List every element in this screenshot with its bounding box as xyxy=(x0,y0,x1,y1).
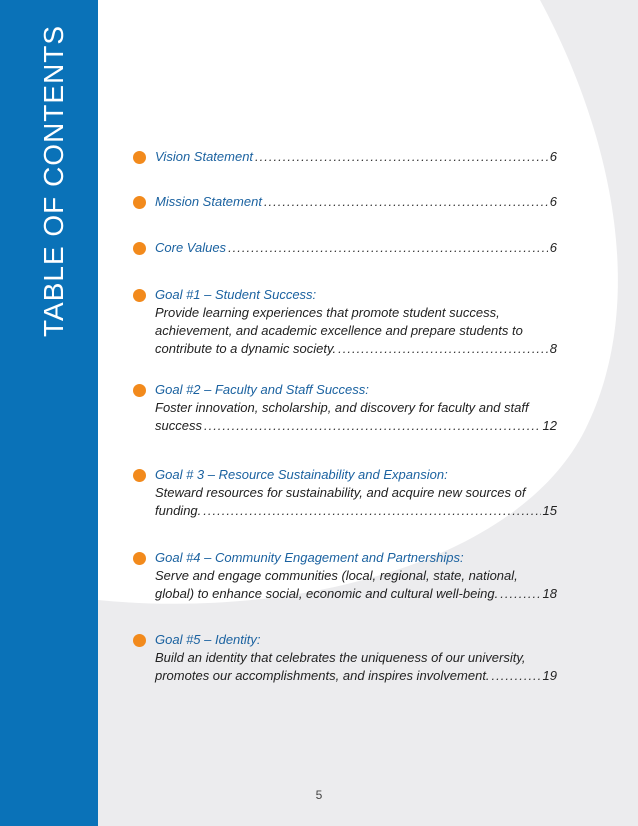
toc-description: promotes our accomplishments, and inspires involvement. xyxy=(155,668,490,683)
page-number: 18 xyxy=(542,586,557,601)
page-number: 6 xyxy=(549,240,557,255)
bullet-icon xyxy=(133,242,146,255)
page-number: 6 xyxy=(549,149,557,164)
bullet-icon xyxy=(133,552,146,565)
dot-leader xyxy=(203,502,540,520)
page-number: 6 xyxy=(549,194,557,209)
toc-heading: Goal #4 – Community Engagement and Partnerships: xyxy=(155,550,464,565)
toc-heading: Goal #2 – Faculty and Staff Success: xyxy=(155,382,369,397)
bullet-icon xyxy=(133,384,146,397)
toc-heading: Mission Statement xyxy=(155,194,262,209)
toc-heading: Goal #1 – Student Success: xyxy=(155,287,317,302)
toc-description: Build an identity that celebrates the uniqueness of our university, xyxy=(155,650,526,665)
toc-description: Foster innovation, scholarship, and discovery for faculty and staff xyxy=(155,400,529,415)
dot-leader xyxy=(492,667,541,685)
toc-description: Serve and engage communities (local, regional, state, national, xyxy=(155,568,518,583)
toc-description: achievement, and academic excellence and prepare students to xyxy=(155,323,523,338)
toc-description: Steward resources for sustainability, and acquire new sources of xyxy=(155,485,526,500)
footer-page-number: 5 xyxy=(315,788,323,802)
toc-description: global) to enhance social, economic and cultural well-being. xyxy=(155,586,499,601)
page-number: 19 xyxy=(542,668,557,683)
page-number: 12 xyxy=(542,418,557,433)
page-number: 8 xyxy=(549,341,557,356)
bullet-icon xyxy=(133,289,146,302)
toc-heading: Core Values xyxy=(155,240,227,255)
bullet-icon xyxy=(133,196,146,209)
dot-leader xyxy=(500,585,540,603)
page-number: 15 xyxy=(542,503,557,518)
toc-description: contribute to a dynamic society. xyxy=(155,341,337,356)
dot-leader xyxy=(228,239,548,257)
dot-leader xyxy=(255,148,548,166)
bullet-icon xyxy=(133,634,146,647)
dot-leader xyxy=(264,193,548,211)
toc-description: success xyxy=(155,418,202,433)
dot-leader xyxy=(338,340,548,358)
sidebar xyxy=(0,0,98,826)
toc-heading: Vision Statement xyxy=(155,149,254,164)
sidebar-title: TABLE OF CONTENTS xyxy=(38,24,69,337)
toc-description: funding. xyxy=(155,503,202,518)
bullet-icon xyxy=(133,151,146,164)
toc-description: Provide learning experiences that promote student success, xyxy=(155,305,500,320)
toc-heading: Goal #5 – Identity: xyxy=(155,632,261,647)
toc-heading: Goal # 3 – Resource Sustainability and Expansion: xyxy=(155,467,448,482)
bullet-icon xyxy=(133,469,146,482)
dot-leader xyxy=(204,417,541,435)
